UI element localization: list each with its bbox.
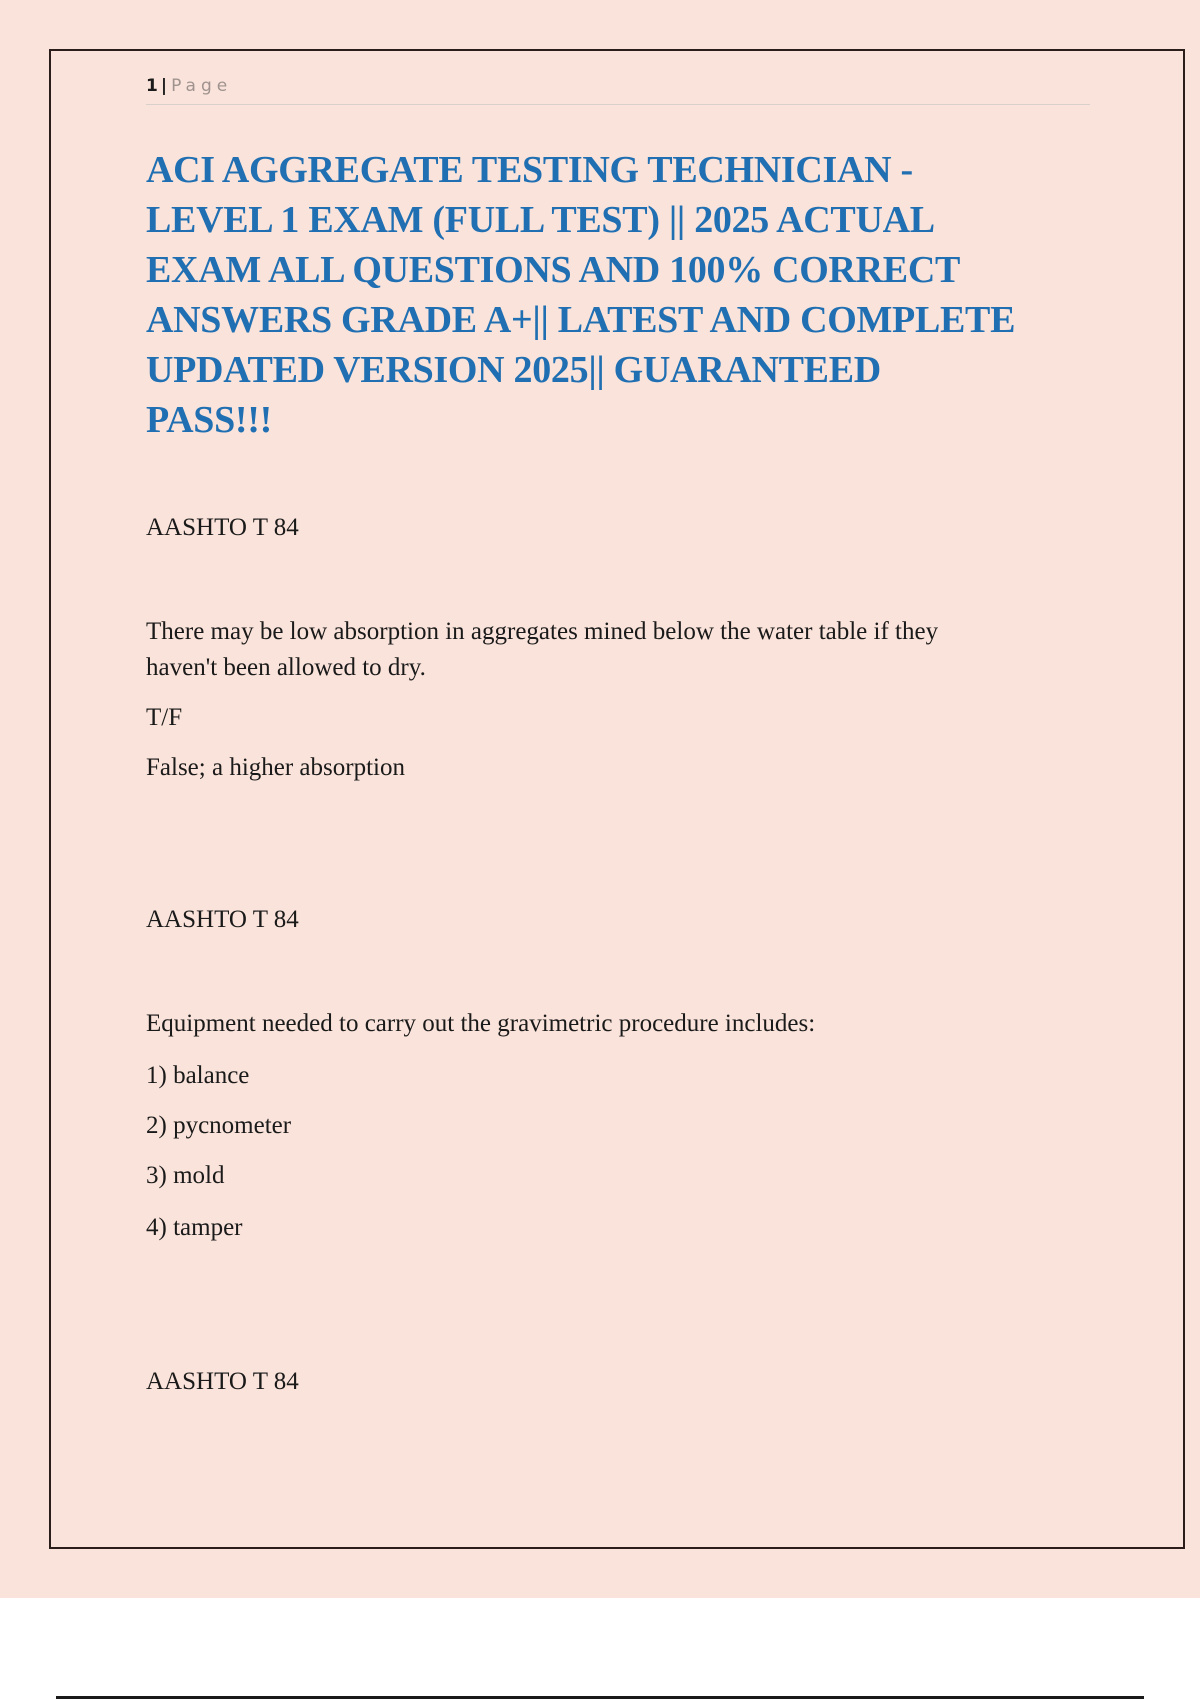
question-line: There may be low absorption in aggregates mined below the water table if they	[146, 618, 939, 645]
title-line: EXAM ALL QUESTIONS AND 100% CORRECT	[146, 249, 961, 291]
answer-text: False; a higher absorption	[146, 754, 405, 781]
document-title	[146, 145, 1106, 445]
section-heading: AASHTO T 84	[146, 1368, 299, 1395]
option-item: 3) mold	[146, 1162, 225, 1189]
title-line: ACI AGGREGATE TESTING TECHNICIAN -	[146, 149, 913, 191]
page-number: 1	[146, 76, 158, 96]
page-label: Page	[171, 76, 233, 96]
question-text: Equipment needed to carry out the gravimetric procedure includes:	[146, 1010, 816, 1037]
question-type: T/F	[146, 704, 183, 731]
option-item: 2) pycnometer	[146, 1112, 292, 1139]
page-header	[146, 72, 1090, 105]
title-line: UPDATED VERSION 2025|| GUARANTEED	[146, 349, 881, 391]
option-item: 1) balance	[146, 1062, 250, 1089]
question-text	[146, 614, 1076, 686]
page-separator: |	[160, 76, 168, 96]
next-page-border	[56, 1696, 1144, 1699]
question-line: haven't been allowed to dry.	[146, 654, 426, 681]
section-heading: AASHTO T 84	[146, 906, 299, 933]
title-line: PASS!!!	[146, 399, 272, 441]
option-item: 4) tamper	[146, 1214, 243, 1241]
title-line: ANSWERS GRADE A+|| LATEST AND COMPLETE	[146, 299, 1016, 341]
title-line: LEVEL 1 EXAM (FULL TEST) || 2025 ACTUAL	[146, 199, 935, 241]
section-heading: AASHTO T 84	[146, 514, 299, 541]
